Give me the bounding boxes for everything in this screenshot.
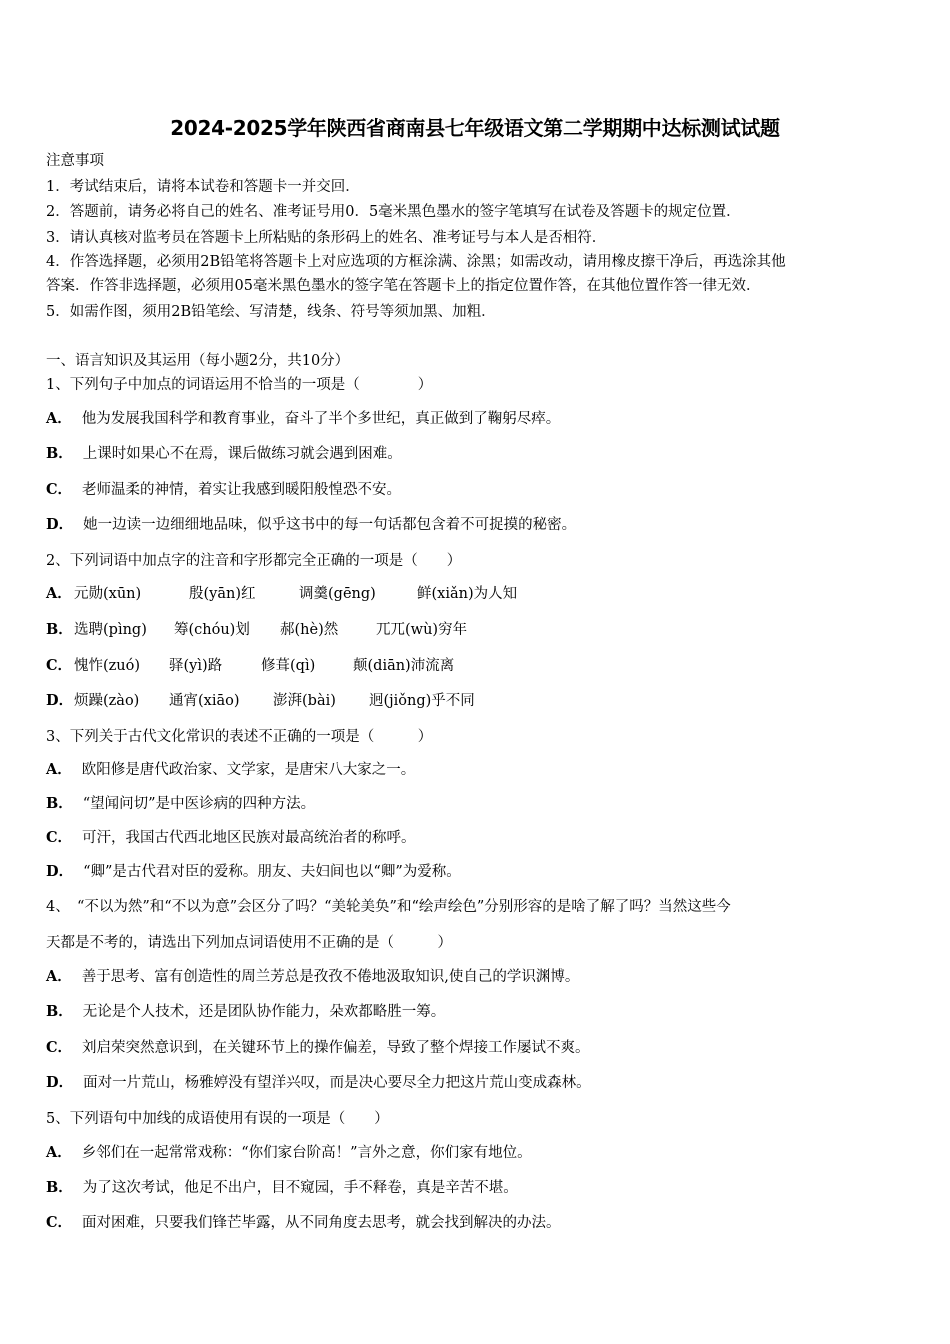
- option-label: A．: [46, 968, 72, 985]
- question-2-option-c: [46, 656, 454, 676]
- option-label: A．: [46, 1144, 72, 1161]
- word-cell: 选聘(pìng): [74, 622, 147, 638]
- option-text: 他为发展我国科学和教育事业，奋斗了半个多世纪，真正做到了鞠躬尽瘁。: [81, 411, 561, 427]
- word-cell: 修葺(qì): [261, 658, 316, 674]
- option-label: B．: [46, 445, 73, 462]
- option-text: 乡邻们在一起常常戏称：“你们家台阶高！”言外之意，你们家有地位。: [81, 1145, 532, 1161]
- word-cell: 殷(yān)红: [189, 586, 256, 602]
- word-cell: 迥(jiǒng)乎不同: [369, 693, 475, 709]
- option-text: 上课时如果心不在焉，课后做练习就会遇到困难。: [82, 446, 402, 462]
- option-text: 老师温柔的神情，着实让我感到暖阳般惶恐不安。: [82, 482, 402, 498]
- notice-item-2: 2．答题前，请务必将自己的姓名、准考证号用0．5毫米黑色墨水的签字笔填写在试卷及答题卡的规定位置．: [46, 204, 741, 220]
- question-4-option-a: [46, 967, 906, 987]
- question-1-option-c: [46, 480, 906, 500]
- option-label: B．: [46, 1003, 73, 1020]
- page-title: 2024-2025学年陕西省商南县七年级语文第二学期期中达标测试试题: [170, 116, 780, 140]
- section-heading: 一、语言知识及其运用（每小题2分，共10分）: [46, 353, 350, 369]
- option-label: B．: [46, 621, 73, 638]
- question-4-option-c: [46, 1038, 906, 1058]
- option-label: C．: [46, 829, 73, 846]
- option-label: D．: [46, 863, 74, 880]
- word-cell: 兀兀(wù)穷年: [376, 622, 468, 638]
- option-label: A．: [46, 761, 72, 778]
- notice-item-4: 4．作答选择题，必须用2B铅笔将答题卡上对应选项的方框涂满、涂黑；如需改动，请用橡皮擦干净后，再选涂其他: [46, 254, 786, 270]
- option-text: “卿”是古代君对臣的爱称。朋友、夫妇间也以“卿”为爱称。: [83, 864, 461, 880]
- word-cell: 澎湃(bài): [273, 693, 336, 709]
- question-1-option-b: [46, 444, 906, 464]
- question-1-option-a: [46, 409, 906, 429]
- word-cell: 调羹(gēng): [299, 586, 376, 602]
- word-cell: 元勋(xūn): [74, 586, 142, 602]
- option-text: 面对困难，只要我们锋芒毕露，从不同角度去思考，就会找到解决的办法。: [82, 1215, 561, 1231]
- question-3-option-b: [46, 794, 906, 814]
- option-label: A．: [46, 585, 72, 602]
- option-label: A．: [46, 410, 72, 427]
- word-cell: 鲜(xiǎn)为人知: [417, 586, 518, 602]
- notice-item-5: 5．如需作图，须用2B铅笔绘、写清楚，线条、符号等须加黑、加粗．: [46, 304, 496, 320]
- option-label: B．: [46, 1179, 73, 1196]
- word-cell: 颠(diān)沛流离: [353, 658, 455, 674]
- notice-item-1: 1．考试结束后，请将本试卷和答题卡一并交回．: [46, 179, 360, 195]
- option-text: 刘启荣突然意识到，在关键环节上的操作偏差，导致了整个焊接工作屡试不爽。: [82, 1040, 590, 1056]
- question-3-stem: 3、下列关于古代文化常识的表述不正确的一项是（ ）: [46, 729, 433, 745]
- option-text: 欧阳修是唐代政治家、文学家，是唐宋八大家之一。: [81, 762, 416, 778]
- option-text: 可汗，我国古代西北地区民族对最高统治者的称呼。: [82, 830, 416, 846]
- option-label: D．: [46, 692, 74, 709]
- option-label: C．: [46, 1039, 73, 1056]
- question-2-option-a: [46, 584, 517, 604]
- question-4-option-b: [46, 1002, 906, 1022]
- notice-heading: 注意事项: [46, 153, 104, 169]
- option-text: 善于思考、富有创造性的周兰芳总是孜孜不倦地汲取知识,使自己的学识渊博。: [81, 969, 580, 985]
- option-label: C．: [46, 481, 73, 498]
- question-1-stem: 1、下列句子中加点的词语运用不恰当的一项是（ ）: [46, 377, 433, 393]
- question-4-stem-cont: 天都是不考的，请选出下列加点词语使用不正确的是（ ）: [46, 935, 452, 951]
- question-4-option-d: [46, 1073, 906, 1093]
- word-cell: 通宵(xiāo): [169, 693, 240, 709]
- question-2-option-b: [46, 620, 467, 640]
- question-5-option-b: [46, 1178, 906, 1198]
- question-3-option-d: [46, 862, 906, 882]
- question-5-stem: 5、下列语句中加线的成语使用有误的一项是（ ）: [46, 1111, 389, 1127]
- option-label: B．: [46, 795, 73, 812]
- notice-item-4-cont: 答案．作答非选择题，必须用05毫米黑色墨水的签字笔在答题卡上的指定位置作答，在其他位置作答一律无效．: [46, 278, 761, 294]
- question-1-option-d: [46, 515, 906, 535]
- option-text: 为了这次考试，他足不出户，目不窥园，手不释卷，真是辛苦不堪。: [82, 1180, 518, 1196]
- option-label: D．: [46, 516, 74, 533]
- word-cell: 驿(yì)路: [169, 658, 223, 674]
- option-label: C．: [46, 1214, 73, 1231]
- word-cell: 郝(hè)然: [280, 622, 339, 638]
- question-4-stem: 4、 “不以为然”和“不以为意”会区分了吗？“美轮美奂”和“绘声绘色”分别形容的是啥了解了吗？当然这些今: [46, 899, 731, 915]
- word-cell: 烦躁(zào): [74, 693, 140, 709]
- option-text: 她一边读一边细细地品味，似乎这书中的每一句话都包含着不可捉摸的秘密。: [83, 517, 577, 533]
- word-cell: 愧怍(zuó): [74, 658, 141, 674]
- question-5-option-a: [46, 1143, 906, 1163]
- notice-item-3: 3．请认真核对监考员在答题卡上所粘贴的条形码上的姓名、准考证号与本人是否相符．: [46, 230, 607, 246]
- question-3-option-a: [46, 760, 906, 780]
- option-text: 无论是个人技术，还是团队协作能力，朵欢都略胜一筹。: [82, 1004, 446, 1020]
- question-3-option-c: [46, 828, 906, 848]
- option-label: C．: [46, 657, 73, 674]
- question-2-option-d: [46, 691, 475, 711]
- word-cell: 筹(chóu)划: [174, 622, 250, 638]
- option-text: “望闻问切”是中医诊病的四种方法。: [82, 796, 316, 812]
- option-text: 面对一片荒山，杨雅婷没有望洋兴叹，而是决心要尽全力把这片荒山变成森林。: [83, 1075, 591, 1091]
- question-2-stem: 2、下列词语中加点字的注音和字形都完全正确的一项是（ ）: [46, 553, 462, 569]
- option-label: D．: [46, 1074, 74, 1091]
- question-5-option-c: [46, 1213, 906, 1233]
